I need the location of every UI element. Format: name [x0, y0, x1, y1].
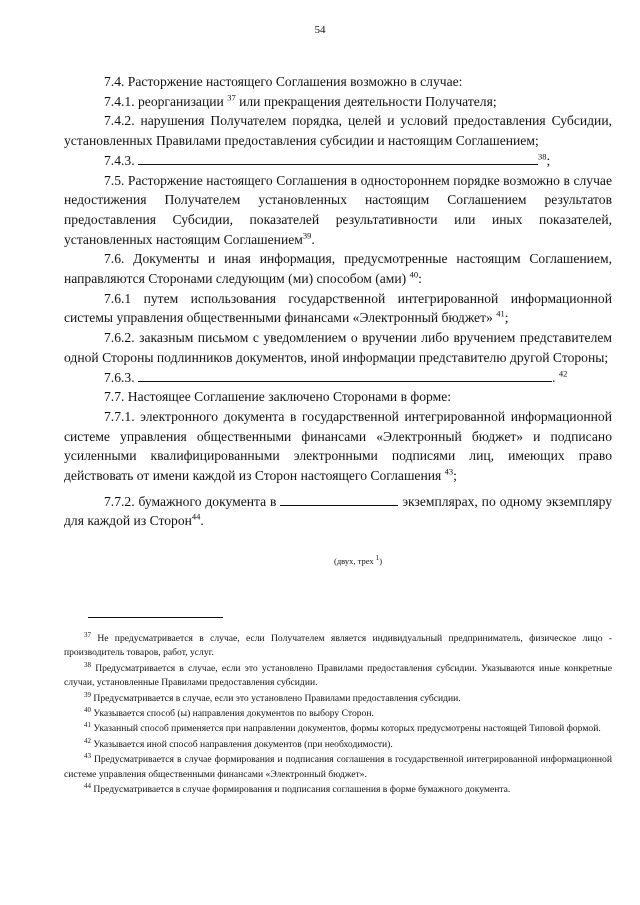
footnote-ref: 37 — [227, 92, 236, 103]
footnote-text: Предусматривается в случае формирования и подписания соглашения в государственной интегрированной информационной системе управления общественными финансами «Электронный бюджет». — [64, 754, 612, 780]
clause-label: 7.6.3. — [104, 369, 135, 385]
footnote-number: 38 — [84, 660, 91, 669]
clause-text: экземплярах, по одному экземпляру для каждой из Сторон — [64, 493, 612, 529]
fill-in-blank — [138, 152, 538, 165]
agreement-body — [64, 72, 612, 566]
footnote-text: Предусматривается в случае, если это установлено Правилами предоставления субсидии. Указываются иные конкретные случаи, установленные Правилами предоставления субсидии. — [64, 662, 612, 689]
clause-7-7 — [64, 387, 612, 407]
clause-7-6-3 — [64, 368, 612, 388]
footnote-number: 40 — [84, 705, 91, 714]
footnote-ref: 44 — [191, 511, 201, 522]
clause-punct: : — [418, 271, 422, 287]
footnote-text: Указывается иной способ направления документов (при необходимости). — [93, 738, 393, 750]
clause-text: или прекращения деятельности Получателя; — [239, 93, 497, 109]
footnote — [64, 692, 612, 706]
clause-punct: . — [311, 231, 315, 247]
clause-label: 7.4.3. — [104, 152, 135, 168]
footnote-number: 39 — [84, 690, 91, 699]
page-number: 54 — [314, 24, 326, 36]
clause-7-4-3 — [64, 151, 612, 171]
footnote — [64, 707, 612, 721]
clause-punct: . — [552, 369, 556, 385]
footnote-text: Не предусматривается в случае, если Получателем является индивидуальный предприниматель, физическое лицо - производитель товаров, работ, услуг. — [64, 633, 612, 659]
footnote-text: Предусматривается в случае формирования и подписания соглашения в форме бумажного документа. — [93, 784, 511, 796]
hint-text: ) — [379, 556, 383, 566]
footnote-number: 37 — [84, 630, 91, 639]
footnote-ref: 39 — [302, 230, 312, 241]
clause-7-6 — [64, 249, 612, 288]
footnote-number: 41 — [84, 721, 91, 730]
clause-7-4 — [64, 72, 612, 92]
footnote — [64, 662, 612, 691]
footnote — [64, 722, 612, 736]
footnote — [64, 632, 612, 661]
footnote — [64, 753, 612, 782]
footnote-text: Предусматривается в случае, если это установлено Правилами предоставления субсидии. — [93, 692, 461, 704]
footnote-ref: 42 — [558, 368, 568, 379]
clause-7-7-1 — [64, 407, 612, 486]
clause-text: 7.4. Расторжение настоящего Соглашения возможно в случае: — [104, 74, 463, 89]
clause-7-4-2 — [64, 111, 612, 150]
footnotes — [64, 632, 612, 798]
footnote-text: Указанный способ применяется при направлении документов, формы которых предусмотрены настоящей Типовой формой. — [93, 723, 601, 735]
clause-text: 7.5. Расторжение настоящего Соглашения в одностороннем порядке возможно в случае недостижения Получателем установленных настоящим Соглашением результатов предоставления Субсидии, показателей результативности или иных показателей, установленных настоящим Соглашением — [64, 172, 612, 247]
clause-7-6-2 — [64, 328, 612, 367]
clause-text: 7.6.2. заказным письмом с уведомлением о вручении либо вручением представителем одной Стороны подлинников документов, иной информации представителю другой Стороны; — [64, 330, 612, 365]
footnote — [64, 738, 612, 752]
clause-7-4-1 — [64, 92, 612, 112]
blank-hint — [334, 554, 383, 566]
footnote-number: 43 — [84, 752, 91, 761]
fill-in-blank — [138, 369, 552, 382]
footnote-number: 44 — [84, 781, 91, 790]
clause-text: 7.6. Документы и иная информация, предусмотренные настоящим Соглашением, направляются Сторонами следующим (ми) способом (ами) — [64, 251, 612, 287]
hint-text: (двух, трех — [334, 556, 374, 566]
clause-7-5 — [64, 171, 612, 250]
clause-punct: ; — [504, 310, 509, 326]
clause-text: 7.4.2. нарушения Получателем порядка, целей и условий предоставления Субсидии, установленных Правилами предоставления субсидии и настоящим Соглашением; — [64, 113, 612, 149]
fill-in-blank — [280, 493, 398, 506]
clause-punct: ; — [453, 468, 457, 484]
hint-ref: 1 — [375, 554, 380, 563]
clause-punct: . — [200, 513, 204, 529]
footnote-number: 42 — [84, 736, 91, 745]
clause-7-6-1 — [64, 289, 612, 328]
footnote-separator — [88, 617, 223, 618]
footnote-ref: 41 — [496, 308, 505, 319]
clause-7-7-2 — [64, 492, 612, 531]
clause-text: 7.7. Настоящее Соглашение заключено Сторонами в форме: — [104, 389, 452, 405]
footnote-ref: 43 — [444, 466, 454, 477]
clause-text: 7.6.1 путем использования государственной интегрированной информационной системы управления общественными финансами «Электронный бюджет» — [64, 290, 612, 326]
clause-punct: ; — [546, 152, 551, 168]
footnote-ref: 38 — [538, 151, 547, 162]
footnote-text: Указывается способ (ы) направления документов по выбору Сторон. — [93, 708, 374, 720]
footnote-ref: 40 — [409, 269, 419, 280]
footnote — [64, 783, 612, 797]
clause-label: 7.7.2. бумажного документа в — [104, 493, 277, 509]
clause-text: 7.4.1. реорганизации — [104, 93, 224, 109]
clause-text: 7.7.1. электронного документа в государственной интегрированной информационной системе управления общественными финансами «Электронный бюджет» и подписано усиленными квалифицированными электронными подписями лиц, имеющих право действовать от имени каждой из Сторон настоящего Соглашения — [64, 408, 612, 484]
